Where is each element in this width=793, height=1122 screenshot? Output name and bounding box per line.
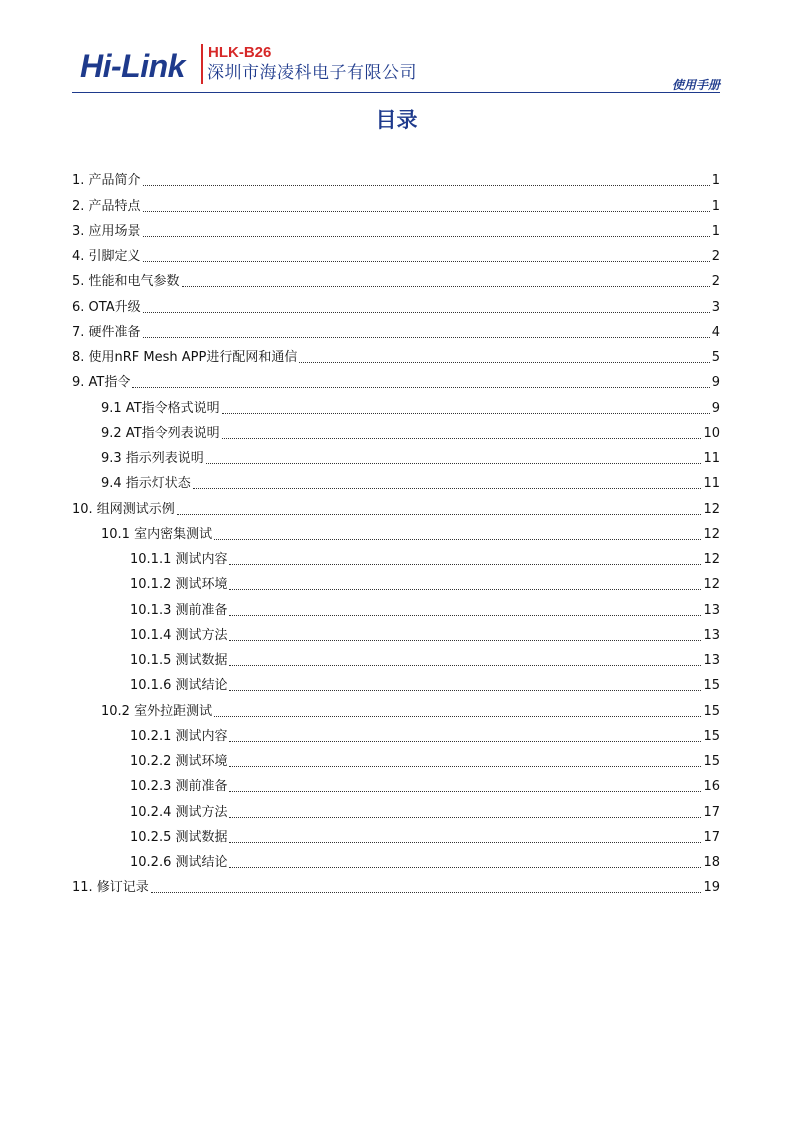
toc-entry-label: 10.2.4 测试方法 [130,804,228,820]
toc-entry[interactable] [72,671,720,696]
toc-entry-page: 1 [711,198,720,214]
toc-leader-dots [229,664,701,666]
toc-entry-label: 5. 性能和电气参数 [72,274,180,290]
toc-entry[interactable] [72,646,720,671]
toc-entry[interactable] [72,747,720,772]
toc-entry[interactable] [72,419,720,444]
toc-leader-dots [143,184,710,186]
toc-entry-page: 17 [703,829,720,845]
toc-leader-dots [229,866,701,868]
toc-entry-page: 2 [711,274,720,290]
toc-leader-dots [229,841,701,843]
toc-leader-dots [222,437,702,439]
toc-entry-page: 9 [711,400,720,416]
toc-leader-dots [229,790,701,792]
toc-entry[interactable] [72,343,720,368]
toc-leader-dots [143,311,710,313]
toc-leader-dots [222,412,710,414]
toc-leader-dots [229,816,701,818]
toc-entry[interactable] [72,848,720,873]
toc-entry-page: 4 [711,324,720,340]
toc-entry-label: 2. 产品特点 [72,198,141,214]
toc-entry-label: 9.1 AT指令格式说明 [101,400,220,416]
toc-entry[interactable] [72,772,720,797]
toc-entry[interactable] [72,292,720,317]
toc-leader-dots [229,588,701,590]
toc-entry-page: 12 [703,577,720,593]
toc-entry-label: 10.1.3 测前准备 [130,602,228,618]
toc-entry-page: 15 [703,678,720,694]
toc-leader-dots [143,235,710,237]
toc-entry[interactable] [72,393,720,418]
toc-entry-label: 11. 修订记录 [72,880,149,896]
hi-link-logo: Hi-Link [80,48,185,84]
toc-entry-page: 16 [703,779,720,795]
toc-entry-page: 15 [703,703,720,719]
toc-entry-page: 13 [703,627,720,643]
toc-entry-page: 13 [703,653,720,668]
toc-entry[interactable] [72,444,720,469]
toc-entry[interactable] [72,873,720,898]
toc-entry[interactable] [72,696,720,721]
toc-entry[interactable] [72,318,720,343]
toc-entry[interactable] [72,242,720,267]
logo-divider [201,44,203,84]
toc-entry-label: 9. AT指令 [72,375,131,391]
toc-entry-label: 3. 应用场景 [72,223,141,239]
toc-entry-page: 3 [711,299,720,315]
toc-entry[interactable] [72,722,720,747]
toc-entry-label: 10.2.1 测试内容 [130,728,228,744]
toc-leader-dots [229,689,701,691]
toc-entry-page: 11 [703,476,720,492]
toc-entry-label: 10.2.3 测前准备 [130,779,228,795]
toc-leader-dots [193,487,702,489]
toc-entry-page: 5 [711,350,720,365]
toc-entry-page: 2 [711,249,720,264]
toc-entry-label: 10.2 室外拉距测试 [101,703,213,719]
toc-entry-page: 1 [711,173,720,189]
toc-entry-label: 10. 组网测试示例 [72,501,175,517]
toc-entry-page: 10 [703,425,720,441]
toc-entry[interactable] [72,267,720,292]
toc-entry[interactable] [72,570,720,595]
toc-entry-label: 9.3 指示列表说明 [101,451,204,466]
toc-leader-dots [182,285,710,287]
toc-leader-dots [214,715,701,717]
toc-entry-page: 15 [703,754,720,769]
toc-entry-label: 10.2.6 测试结论 [130,855,228,870]
toc-leader-dots [206,462,702,464]
toc-leader-dots [143,336,710,338]
toc-entry-label: 10.1.6 测试结论 [130,678,228,694]
toc-leader-dots [177,513,702,515]
company-name: 深圳市海凌科电子有限公司 [207,63,417,83]
toc-entry-label: 10.1.1 测试内容 [130,552,228,567]
toc-leader-dots [299,361,709,363]
toc-title: 目录 [375,108,418,132]
toc-entry-label: 1. 产品简介 [72,173,141,189]
toc-entry[interactable] [72,368,720,393]
toc-entry-label: 8. 使用nRF Mesh APP进行配网和通信 [72,350,298,365]
toc-entry[interactable] [72,166,720,191]
toc-entry-label: 10.1.2 测试环境 [130,577,228,593]
toc-leader-dots [229,765,701,767]
toc-entry-label: 10.1.4 测试方法 [130,627,228,643]
toc-entry[interactable] [72,520,720,545]
toc-leader-dots [229,614,701,616]
toc-entry-page: 9 [711,375,720,391]
toc-entry[interactable] [72,545,720,570]
toc-entry-label: 6. OTA升级 [72,299,141,315]
toc-leader-dots [229,639,701,641]
toc-entry-page: 12 [703,526,720,542]
toc-entry[interactable] [72,469,720,494]
toc-entry[interactable] [72,797,720,822]
toc-leader-dots [229,740,701,742]
toc-entry-page: 12 [703,501,720,517]
toc-entry-page: 19 [703,880,720,896]
toc-entry-page: 11 [703,451,720,466]
toc-leader-dots [214,538,701,540]
toc-entry-page: 15 [703,728,720,744]
toc-leader-dots [143,260,710,262]
document-type: 使用手册 [671,78,720,92]
toc-entry[interactable] [72,621,720,646]
toc-entry[interactable] [72,823,720,848]
toc-entry[interactable] [72,494,720,519]
toc-entry-page: 12 [703,552,720,567]
page-header [0,0,793,100]
toc-entry-label: 10.1 室内密集测试 [101,526,213,542]
toc-entry-label: 10.1.5 测试数据 [130,653,228,668]
toc-entry[interactable] [72,191,720,216]
toc-leader-dots [132,386,709,388]
toc-leader-dots [229,563,701,565]
toc-entry[interactable] [72,595,720,620]
toc-entry[interactable] [72,217,720,242]
toc-entry-label: 4. 引脚定义 [72,249,141,264]
toc-entry-page: 18 [703,855,720,870]
toc-leader-dots [151,891,702,893]
toc-entry-page: 17 [703,804,720,820]
toc-entry-label: 10.2.5 测试数据 [130,829,228,845]
toc-entry-label: 9.4 指示灯状态 [101,476,191,492]
toc-leader-dots [143,210,710,212]
toc-entry-label: 7. 硬件准备 [72,324,141,340]
toc-entry-page: 13 [703,602,720,618]
toc-entry-page: 1 [711,223,720,239]
toc-entry-label: 10.2.2 测试环境 [130,754,228,769]
toc-entry-label: 9.2 AT指令列表说明 [101,425,220,441]
header-divider [72,92,720,93]
table-of-contents [72,166,720,898]
model-name: HLK-B26 [208,44,272,61]
